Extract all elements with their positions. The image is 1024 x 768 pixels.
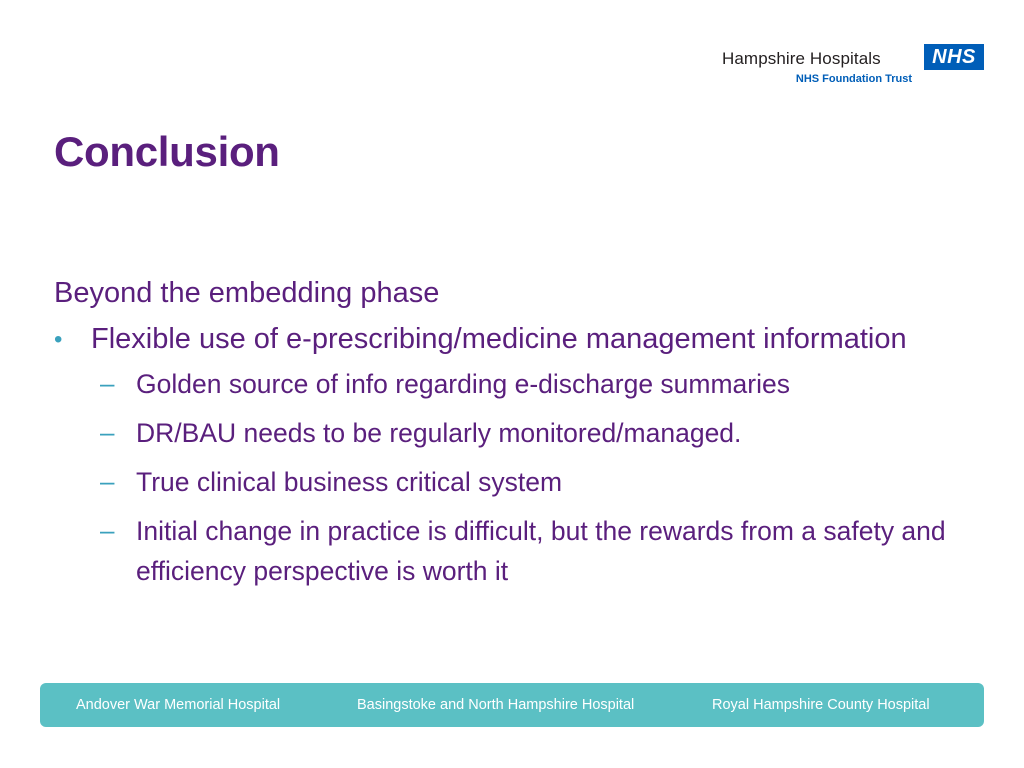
sub-bullet-item	[54, 511, 974, 591]
bullet-dot-icon: •	[54, 326, 63, 353]
sub-bullet-list	[54, 364, 974, 591]
sub-bullet-text: Golden source of info regarding e-discharge summaries	[136, 369, 790, 399]
slide-title: Conclusion	[54, 128, 280, 175]
sub-bullet-text: True clinical business critical system	[136, 467, 563, 497]
sub-bullet-text: DR/BAU needs to be regularly monitored/managed.	[136, 418, 742, 448]
logo-org-name: Hampshire Hospitals	[722, 49, 881, 68]
footer-hospital-basingstoke: Basingstoke and North Hampshire Hospital	[357, 697, 635, 713]
sub-bullet-item	[54, 413, 974, 453]
sub-bullet-item	[54, 364, 974, 404]
bullet-text: Flexible use of e-prescribing/medicine management information	[91, 323, 907, 355]
dash-icon: –	[100, 515, 115, 545]
dash-icon: –	[100, 466, 115, 496]
lead-text: Beyond the embedding phase	[54, 277, 440, 309]
trust-logo	[722, 44, 984, 90]
footer-hospital-royal-hampshire: Royal Hampshire County Hospital	[712, 697, 930, 713]
sub-bullet-text: Initial change in practice is difficult, but the rewards from a safety and efficiency perspective is worth it	[136, 516, 946, 586]
slide-body	[54, 274, 974, 600]
sub-bullet-item	[54, 462, 974, 502]
hospitals-footer-bar	[40, 683, 984, 727]
dash-icon: –	[100, 368, 115, 398]
logo-trust-name: NHS Foundation Trust	[795, 73, 912, 85]
nhs-logo-mark: NHS	[924, 44, 984, 70]
footer-hospital-andover: Andover War Memorial Hospital	[76, 697, 281, 713]
dash-icon: –	[100, 417, 115, 447]
bullet-item	[54, 318, 974, 361]
